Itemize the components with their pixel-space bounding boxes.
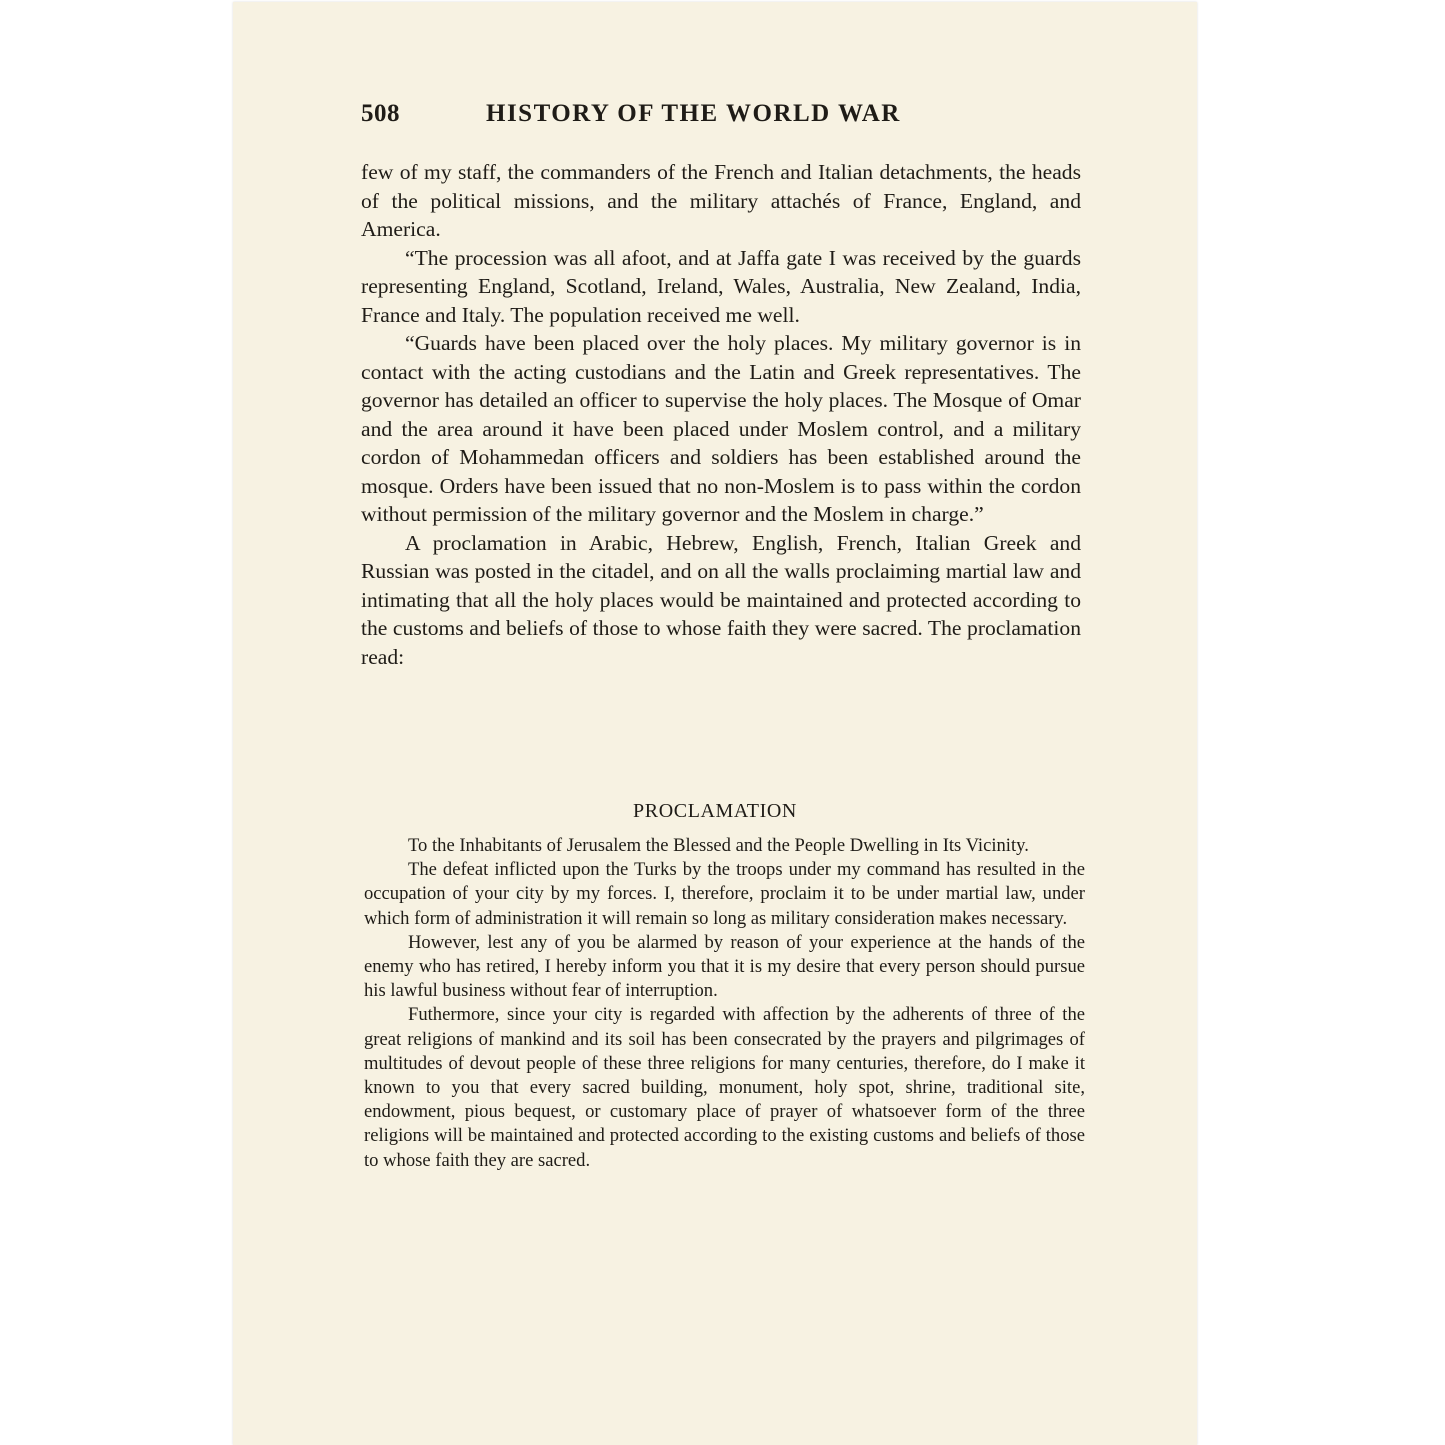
page-number: 508 xyxy=(361,100,400,127)
paragraph: “Guards have been placed over the holy places. My military governor is in contact with the acting custodians and the Latin and Greek representatives. The governor has detailed an officer to supervise the holy places. The Mosque of Omar and the area around it have been placed under Moslem control, and a military cordon of Mohammedan officers and soldiers has been established around the mosque. Orders have been issued that no non-Moslem is to pass within the cordon without permission of the military governor and the Moslem in charge.” xyxy=(361,331,1081,526)
paragraph: “The procession was all afoot, and at Jaffa gate I was received by the guards representing England, Scotland, Ireland, Wales, Australia, New Zealand, India, France and Italy. The population received me well. xyxy=(361,245,1081,327)
proclamation-paragraph: To the Inhabitants of Jerusalem the Blessed and the People Dwelling in Its Vicinity. xyxy=(408,835,1029,856)
paragraph: few of my staff, the commanders of the French and Italian detachments, the heads of the political missions, and the military attachés of France, England, and America. xyxy=(361,160,1081,241)
main-text xyxy=(361,158,1081,671)
running-head: HISTORY OF THE WORLD WAR xyxy=(486,100,901,127)
page-header xyxy=(361,100,1081,134)
proclamation-paragraph: The defeat inflicted upon the Turks by the troops under my command has resulted in the occupation of your city by my forces. I, therefore, proclaim it to be under martial law, under which form of administration it will remain so long as military consideration makes necessary. xyxy=(364,859,1085,929)
paragraph: A proclamation in Arabic, Hebrew, English, French, Italian Greek and Russian was posted in the citadel, and on all the walls proclaiming martial law and intimating that all the holy places would be maintained and protected according to the customs and beliefs of those to whose faith they were sacred. The proclamation read: xyxy=(361,530,1081,669)
proclamation-paragraph: Futhermore, since your city is regarded with affection by the adherents of three of the great religions of mankind and its soil has been consecrated by the prayers and pilgrimages of multitudes of devout people of these three religions for many centuries, therefore, do I make it known to you that every sacred building, monument, holy spot, shrine, traditional site, endowment, pious bequest, or customary place of prayer of whatsoever form of the three religions will be maintained and protected according to the existing customs and beliefs of those to whose faith they are sacred. xyxy=(364,1004,1085,1171)
book-page xyxy=(233,2,1197,1445)
proclamation-paragraph: However, lest any of you be alarmed by reason of your experience at the hands of the enemy who has retired, I hereby inform you that it is my desire that every person should pursue his lawful business without fear of interruption. xyxy=(364,931,1085,1002)
proclamation-title: PROCLAMATION xyxy=(633,800,797,822)
proclamation-text xyxy=(364,834,1085,1173)
